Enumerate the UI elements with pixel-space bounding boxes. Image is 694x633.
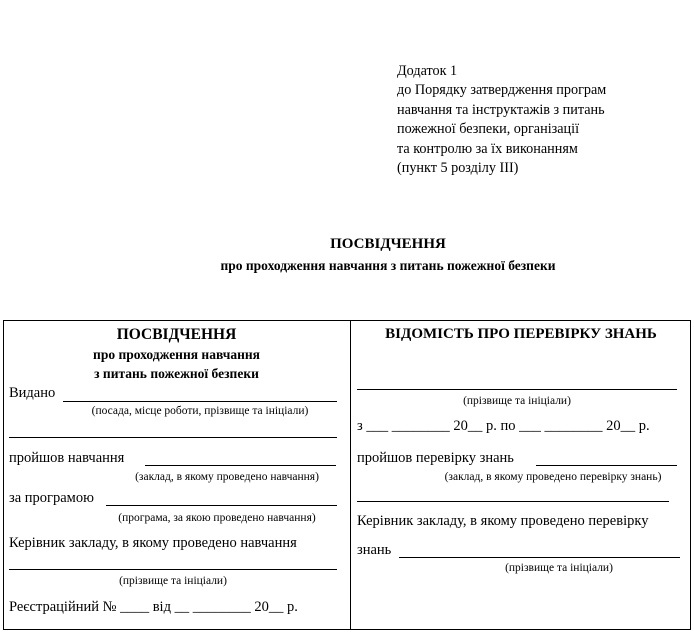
right-card-title: ВІДОМІСТЬ ПРО ПЕРЕВІРКУ ЗНАНЬ: [385, 326, 657, 342]
right-name-field[interactable]: [357, 389, 677, 390]
check-period[interactable]: з ___ ________ 20__ р. по ___ ________ 20__ р.: [357, 418, 650, 434]
left-card-subtitle-1: про проходження навчання: [93, 347, 260, 362]
check-caption: (заклад, в якому проведено перевірку знань): [444, 471, 662, 483]
issued-field[interactable]: [63, 401, 337, 402]
training-field[interactable]: [145, 465, 336, 466]
right-head-label: Керівник закладу, в якому проведено перевірку: [357, 513, 649, 529]
annex-line: та контролю за їх виконанням: [397, 140, 578, 157]
frame-divider: [350, 320, 351, 630]
annex-line: Додаток 1: [397, 63, 458, 79]
annex-line: пожежної безпеки, організації: [397, 121, 580, 138]
right-head-caption: (прізвище та ініціали): [505, 562, 613, 574]
training-caption: (заклад, в якому проведено навчання): [135, 471, 319, 483]
annex-line: навчання та інструктажів з питань: [397, 101, 605, 118]
left-head-field[interactable]: [9, 569, 337, 570]
right-name-caption: (прізвище та ініціали): [463, 395, 571, 407]
issued-caption: (посада, місце роботи, прізвище та ініціали): [91, 405, 309, 417]
issued-field-line2[interactable]: [9, 437, 337, 438]
document-title: ПОСВІДЧЕННЯ: [330, 236, 446, 252]
left-card-title: ПОСВІДЧЕННЯ: [116, 326, 237, 343]
right-head-field[interactable]: [399, 557, 680, 558]
check-field-line2[interactable]: [357, 501, 669, 502]
left-head-label: Керівник закладу, в якому проведено навчання: [9, 535, 297, 551]
annex-line: до Порядку затвердження програм: [397, 82, 607, 99]
program-caption: (програма, за якою проведено навчання): [118, 512, 316, 524]
left-head-caption: (прізвище та ініціали): [119, 575, 227, 587]
annex-line: (пункт 5 розділу ІІІ): [397, 160, 519, 177]
program-label: за програмою: [9, 490, 94, 506]
training-label: пройшов навчання: [9, 450, 125, 466]
document-subtitle: про проходження навчання з питань пожежної безпеки: [220, 258, 556, 273]
annex-note: [397, 62, 606, 178]
knowledge-label: знань: [357, 542, 392, 558]
issued-label: Видано: [9, 385, 56, 401]
left-card-subtitle-2: з питань пожежної безпеки: [94, 366, 259, 381]
check-label: пройшов перевірку знань: [357, 450, 514, 466]
program-field[interactable]: [106, 505, 337, 506]
check-field[interactable]: [536, 465, 677, 466]
registration-number[interactable]: Реєстраційний № ____ від __ ________ 20__ р.: [9, 599, 298, 615]
